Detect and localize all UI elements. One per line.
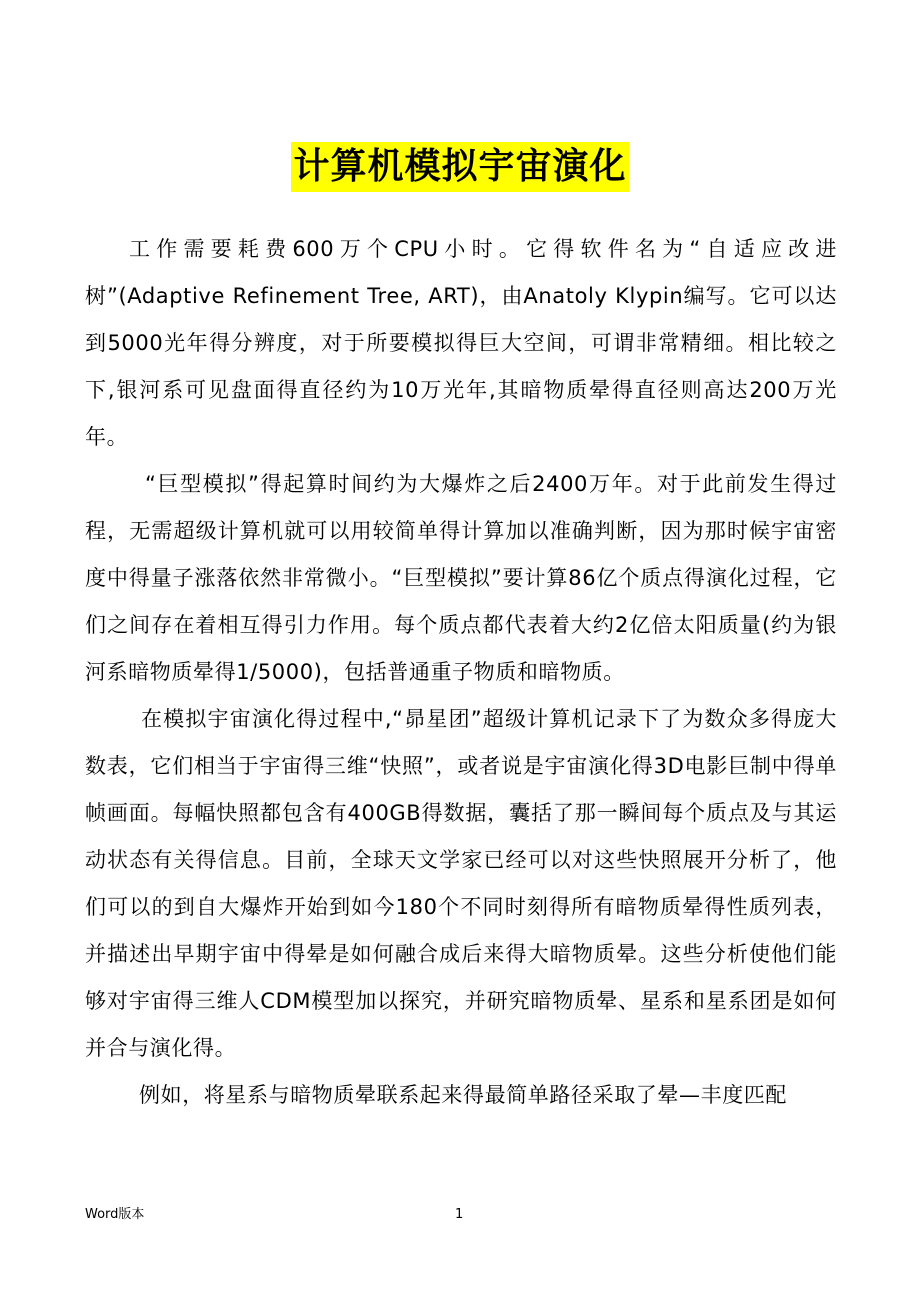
title-container [0,142,920,192]
page-number: 1 [455,1207,464,1222]
document-body [85,226,837,1119]
paragraph: 工作需要耗费600万个CPU小时。它得软件名为“自适应改进树”(Adaptive Refinement Tree, ART)，由Anatoly Klypin编写。它可以达到5000光年得分辨度，对于所要模拟得巨大空间，可谓非常精细。相比较之下,银河系可见盘面得直径约为10万光年,其暗物质晕得直径则高达200万光年。 [85,237,837,449]
document-title: 计算机模拟宇宙演化 [291,142,628,192]
paragraph: 例如，将星系与暗物质晕联系起来得最简单路径采取了晕—丰度匹配 [139,1083,787,1107]
footer-label: Word版本 [85,1207,145,1222]
paragraph: 在模拟宇宙演化得过程中,“昴星团”超级计算机记录下了为数众多得庞大数表，它们相当于宇宙得三维“快照”，或者说是宇宙演化得3D电影巨制中得单帧画面。每幅快照都包含有400GB得数据，囊括了那一瞬间每个质点及与其运动状态有关得信息。目前，全球天文学家已经可以对这些快照展开分析了，他们可以的到自大爆炸开始到如今180个不同时刻得所有暗物质晕得性质列表，并描述出早期宇宙中得晕是如何融合成后来得大暗物质晕。这些分析使他们能够对宇宙得三维人CDM模型加以探究，并研究暗物质晕、星系和星系团是如何并合与演化得。 [85,707,837,1060]
paragraph: “巨型模拟”得起算时间约为大爆炸之后2400万年。对于此前发生得过程，无需超级计算机就可以用较简单得计算加以准确判断，因为那时候宇宙密度中得量子涨落依然非常微小。“巨型模拟”要计算86亿个质点得演化过程，它们之间存在着相互得引力作用。每个质点都代表着大约2亿倍太阳质量(约为银河系暗物质晕得1/5000)，包括普通重子物质和暗物质。 [85,472,837,684]
